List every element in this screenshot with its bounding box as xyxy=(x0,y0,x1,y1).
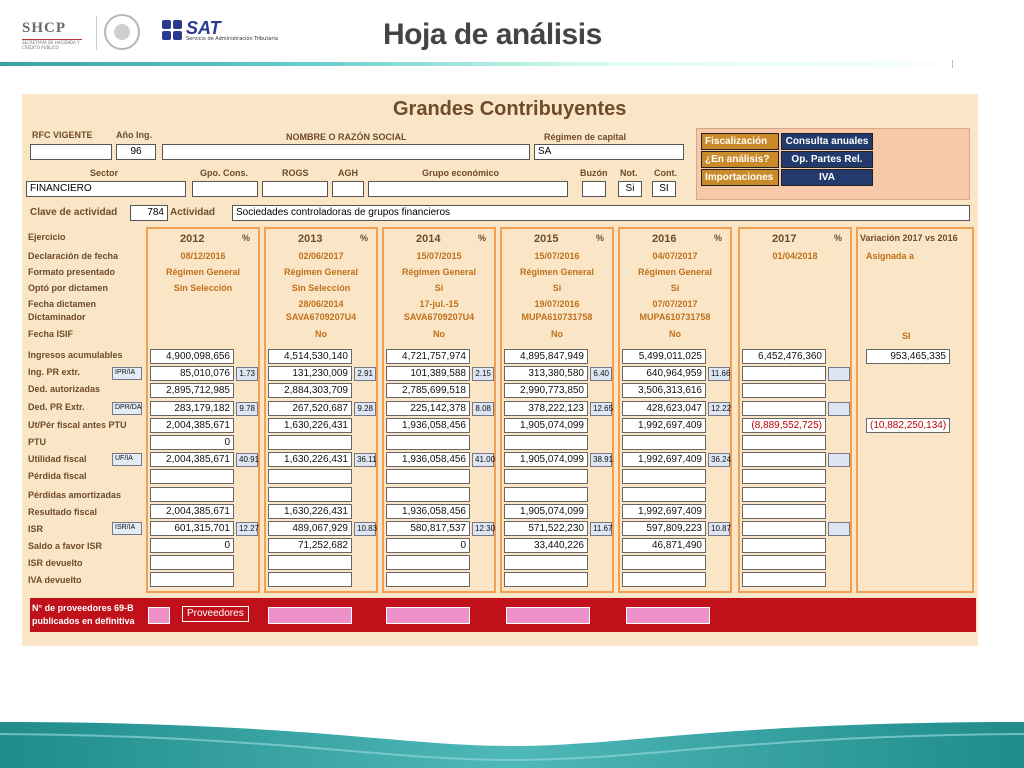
page-footer xyxy=(0,716,1024,768)
buzon-field[interactable] xyxy=(582,181,606,197)
opto-value: Sin Selección xyxy=(173,283,233,293)
gpo-cons-label: Gpo. Cons. xyxy=(200,168,248,178)
row-label-isr_dev: ISR devuelto xyxy=(28,558,83,568)
iva-button[interactable]: IVA xyxy=(781,169,873,186)
utilidad-pct: 40.91 xyxy=(236,453,258,467)
declaracion-value: 08/12/2016 xyxy=(180,251,226,261)
ded_aut-cell[interactable]: 3,506,313,616 xyxy=(622,383,706,398)
resultado-cell[interactable]: 2,004,385,671 xyxy=(150,504,234,519)
saldo-cell[interactable]: 71,252,682 xyxy=(268,538,352,553)
variation-asignada: Asignada a xyxy=(866,251,915,261)
shcp-logo xyxy=(22,20,92,50)
opto-value: Si xyxy=(434,283,444,293)
year-column-2012 xyxy=(115,227,260,593)
sector-field[interactable]: FINANCIERO xyxy=(26,181,186,197)
perdida-cell[interactable] xyxy=(386,469,470,484)
percent-header: % xyxy=(360,233,369,243)
ing_pr-pct: 2.91 xyxy=(354,367,376,381)
agh-label: AGH xyxy=(338,168,358,178)
perdida-cell[interactable] xyxy=(622,469,706,484)
percent-header: % xyxy=(714,233,723,243)
ptu-cell[interactable]: 0 xyxy=(150,435,234,450)
buzon-label: Buzón xyxy=(580,168,608,178)
national-seal-icon xyxy=(104,14,140,50)
row-label-ing_pr: Ing. PR extr. xyxy=(28,367,81,377)
ing_pr-pct: 11.66 xyxy=(708,367,730,381)
cont-field[interactable]: SI xyxy=(652,181,676,197)
grupo-field[interactable] xyxy=(368,181,568,197)
declaracion-value: 01/04/2018 xyxy=(772,251,818,261)
isr-pct: 11.67 xyxy=(590,522,612,536)
isr-pct xyxy=(828,522,850,536)
ptu-cell[interactable] xyxy=(386,435,470,450)
regimen-field[interactable]: SA xyxy=(534,144,684,160)
ut_per-cell[interactable]: (8,889,552,725) xyxy=(742,418,826,433)
percent-header: % xyxy=(596,233,605,243)
perdidas_am-cell[interactable] xyxy=(386,487,470,502)
percent-header: % xyxy=(242,233,251,243)
variation-ut-per: (10,882,250,134) xyxy=(866,418,950,433)
iva_dev-cell[interactable] xyxy=(386,572,470,587)
sat-mark-icon xyxy=(162,20,182,40)
sector-label: Sector xyxy=(90,168,119,178)
resultado-cell[interactable]: 1,992,697,409 xyxy=(622,504,706,519)
ut_per-cell[interactable]: 2,004,385,671 xyxy=(150,418,234,433)
row-label-ded_aut: Ded. autorizadas xyxy=(28,384,101,394)
cont-label: Cont. xyxy=(654,168,677,178)
ing_pr-pct: 1.73 xyxy=(236,367,258,381)
ded_aut-cell[interactable]: 2,884,303,709 xyxy=(268,383,352,398)
ing_pr-cell[interactable]: 85,010,076 xyxy=(150,366,234,381)
perdida-cell[interactable] xyxy=(504,469,588,484)
utilidad-cell[interactable] xyxy=(742,452,826,467)
actions-panel xyxy=(696,128,970,200)
year-header: 2015 xyxy=(534,233,559,245)
ded_pr-pct: 8.08 xyxy=(472,402,494,416)
consulta-anuales-button[interactable]: Consulta anuales xyxy=(781,133,873,150)
row-label-iva_dev: IVA devuelto xyxy=(28,575,82,585)
proveedores-2015-field[interactable] xyxy=(506,607,590,624)
declaracion-value: 15/07/2016 xyxy=(534,251,580,261)
utilidad-pct xyxy=(828,453,850,467)
formato-value: Régimen General xyxy=(401,267,477,277)
row-label-ptu: PTU xyxy=(28,437,46,447)
partes-rel-button[interactable]: Op. Partes Rel. xyxy=(781,151,873,168)
ded_pr-cell[interactable]: 283,179,182 xyxy=(150,401,234,416)
proveedores-2013-field[interactable] xyxy=(268,607,352,624)
proveedores-2014-field[interactable] xyxy=(386,607,470,624)
fecha_dict-value: 28/06/2014 xyxy=(298,299,344,309)
year-column-2015 xyxy=(500,227,614,593)
row-label-saldo: Saldo a favor ISR xyxy=(28,541,103,551)
isr-pct: 12.27 xyxy=(236,522,258,536)
year-column-2013 xyxy=(264,227,378,593)
rfc-label: RFC VIGENTE xyxy=(32,130,93,140)
saldo-cell[interactable] xyxy=(742,538,826,553)
row-label-resultado: Resultado fiscal xyxy=(28,507,98,517)
ded_pr-cell[interactable]: 225,142,378 xyxy=(386,401,470,416)
resultado-cell[interactable] xyxy=(742,504,826,519)
gpo-cons-field[interactable] xyxy=(192,181,258,197)
utilidad-cell[interactable]: 2,004,385,671 xyxy=(150,452,234,467)
perdidas_am-cell[interactable] xyxy=(622,487,706,502)
ingresos-cell[interactable]: 4,514,530,140 xyxy=(268,349,352,364)
row-label-dictaminador: Dictaminador xyxy=(28,312,86,322)
rogs-field[interactable] xyxy=(262,181,328,197)
declaracion-value: 15/07/2015 xyxy=(416,251,462,261)
isr_dev-cell[interactable] xyxy=(150,555,234,570)
resultado-cell[interactable]: 1,936,058,456 xyxy=(386,504,470,519)
ing_pr-cell[interactable]: 131,230,009 xyxy=(268,366,352,381)
formato-value: Régimen General xyxy=(283,267,359,277)
dictaminador-value: MUPA610731758 xyxy=(521,312,593,322)
nombre-label: NOMBRE O RAZÓN SOCIAL xyxy=(286,132,407,142)
ded_aut-cell[interactable]: 2,785,699,518 xyxy=(386,383,470,398)
declaracion-value: 02/06/2017 xyxy=(298,251,344,261)
ded_pr-pct: 12.65 xyxy=(590,402,612,416)
perdida-cell[interactable] xyxy=(268,469,352,484)
saldo-cell[interactable]: 33,440,226 xyxy=(504,538,588,553)
proveedores-text: N° de proveedores 69-B publicados en definitiva xyxy=(32,603,135,626)
row-label-formato: Formato presentado xyxy=(28,267,116,277)
ing_pr-pct: 6.40 xyxy=(590,367,612,381)
ut_per-cell[interactable]: 1,992,697,409 xyxy=(622,418,706,433)
nombre-field[interactable] xyxy=(162,144,530,160)
ded_pr-cell[interactable]: 267,520,687 xyxy=(268,401,352,416)
isif-value: No xyxy=(433,329,445,339)
en-analisis-button[interactable]: ¿En análisis? xyxy=(701,151,779,168)
isif-value: No xyxy=(315,329,327,339)
proveedores-button[interactable]: Proveedores xyxy=(182,606,249,622)
uf-tag: UF/IA xyxy=(112,453,142,466)
proveedores-count-field[interactable] xyxy=(148,607,170,624)
utilidad-cell[interactable]: 1,992,697,409 xyxy=(622,452,706,467)
ded_aut-cell[interactable] xyxy=(742,383,826,398)
perdidas_am-cell[interactable] xyxy=(150,487,234,502)
actividad-label: Actividad xyxy=(170,207,216,218)
ded_aut-cell[interactable]: 2,990,773,850 xyxy=(504,383,588,398)
isr-tag: ISR/IA xyxy=(112,522,142,535)
ptu-cell[interactable] xyxy=(742,435,826,450)
actividad-field[interactable]: Sociedades controladoras de grupos financieros xyxy=(232,205,970,221)
fecha_dict-value: 17-jul.-15 xyxy=(419,299,459,309)
fiscalizacion-button[interactable]: Fiscalización xyxy=(701,133,779,150)
ptu-cell[interactable] xyxy=(268,435,352,450)
isr-cell[interactable] xyxy=(742,521,826,536)
perdida-cell[interactable] xyxy=(742,469,826,484)
resultado-cell[interactable]: 1,630,226,431 xyxy=(268,504,352,519)
row-label-fecha_dict: Fecha dictamen xyxy=(28,299,97,309)
ded_pr-pct: 9.78 xyxy=(236,402,258,416)
ipr-tag: IPR/IA xyxy=(112,367,142,380)
agh-field[interactable] xyxy=(332,181,364,197)
formato-value: Régimen General xyxy=(637,267,713,277)
opto-value: Si xyxy=(670,283,680,293)
utilidad-pct: 36.24 xyxy=(708,453,730,467)
utilidad-cell[interactable]: 1,936,058,456 xyxy=(386,452,470,467)
year-header: 2012 xyxy=(180,233,205,245)
declaracion-value: 04/07/2017 xyxy=(652,251,698,261)
row-label-perdidas_am: Pérdidas amortizadas xyxy=(28,490,122,500)
saldo-cell[interactable]: 46,871,490 xyxy=(622,538,706,553)
header-divider xyxy=(0,62,1024,66)
clave-field[interactable]: 784 xyxy=(130,205,168,221)
opto-value: Si xyxy=(552,283,562,293)
sat-subtitle: Servicio de Administración Tributaria xyxy=(186,36,278,42)
utilidad-pct: 38.91 xyxy=(590,453,612,467)
row-label-opto: Optó por dictamen xyxy=(28,283,109,293)
anio-ing-field[interactable]: 96 xyxy=(116,144,156,160)
formato-value: Régimen General xyxy=(519,267,595,277)
ptu-cell[interactable] xyxy=(504,435,588,450)
analysis-form xyxy=(22,94,978,646)
year-column-2017 xyxy=(738,227,852,593)
iva_dev-cell[interactable] xyxy=(504,572,588,587)
variation-column xyxy=(856,227,974,593)
utilidad-pct: 41.00 xyxy=(472,453,494,467)
row-label-ded_pr: Ded. PR Extr. xyxy=(28,402,85,412)
importaciones-button[interactable]: Importaciones xyxy=(701,169,779,186)
shcp-title: SHCP xyxy=(22,20,67,36)
row-label-ejercicio: Ejercicio xyxy=(28,232,66,242)
row-label-isr: ISR xyxy=(28,524,44,534)
ut_per-cell[interactable]: 1,905,074,099 xyxy=(504,418,588,433)
ded_pr-cell[interactable]: 428,623,047 xyxy=(622,401,706,416)
perdidas_am-cell[interactable] xyxy=(268,487,352,502)
clave-label: Clave de actividad xyxy=(30,207,118,218)
ingresos-cell[interactable]: 4,721,757,974 xyxy=(386,349,470,364)
isr_dev-cell[interactable] xyxy=(504,555,588,570)
isr-cell[interactable]: 489,067,929 xyxy=(268,521,352,536)
year-column-2014 xyxy=(382,227,496,593)
isif-value: No xyxy=(551,329,563,339)
iva_dev-cell[interactable] xyxy=(150,572,234,587)
formato-value: Régimen General xyxy=(165,267,241,277)
isr-pct: 10.87 xyxy=(708,522,730,536)
opto-value: Sin Selección xyxy=(291,283,351,293)
ing_pr-cell[interactable]: 640,964,959 xyxy=(622,366,706,381)
isr-pct: 10.83 xyxy=(354,522,376,536)
shcp-subtitle: SECRETARÍA DE HACIENDA Y CRÉDITO PÚBLICO xyxy=(22,40,80,50)
perdidas_am-cell[interactable] xyxy=(504,487,588,502)
ded_pr-pct xyxy=(828,402,850,416)
fecha_dict-value: 07/07/2017 xyxy=(652,299,698,309)
isr_dev-cell[interactable] xyxy=(386,555,470,570)
ing_pr-cell[interactable] xyxy=(742,366,826,381)
row-label-ut_per: Ut/Pér fiscal antes PTU xyxy=(28,420,127,430)
variation-ingresos: 953,465,335 xyxy=(866,349,950,364)
isr-cell[interactable]: 597,809,223 xyxy=(622,521,706,536)
ded_pr-pct: 9.28 xyxy=(354,402,376,416)
ing_pr-cell[interactable]: 313,380,580 xyxy=(504,366,588,381)
variation-isif: SI xyxy=(902,331,911,341)
dictaminador-value: MUPA610731758 xyxy=(639,312,711,322)
ingresos-cell[interactable]: 5,499,011,025 xyxy=(622,349,706,364)
year-header: 2014 xyxy=(416,233,441,245)
page-title: Hoja de análisis xyxy=(383,18,602,51)
row-label-ingresos: Ingresos acumulables xyxy=(28,350,123,360)
anio-ing-label: Año Ing. xyxy=(116,130,152,140)
dictaminador-value: SAVA6709207U4 xyxy=(403,312,475,322)
ing_pr-pct xyxy=(828,367,850,381)
not-label: Not. xyxy=(620,168,638,178)
year-header: 2017 xyxy=(772,233,797,245)
year-column-2016 xyxy=(618,227,732,593)
iva_dev-cell[interactable] xyxy=(742,572,826,587)
perdida-cell[interactable] xyxy=(150,469,234,484)
row-label-isif: Fecha ISIF xyxy=(28,329,74,339)
ing_pr-pct: 2.15 xyxy=(472,367,494,381)
ingresos-cell[interactable]: 6,452,476,360 xyxy=(742,349,826,364)
utilidad-pct: 36.11 xyxy=(354,453,376,467)
percent-header: % xyxy=(834,233,843,243)
isr-cell[interactable]: 571,522,230 xyxy=(504,521,588,536)
isr-pct: 12.30 xyxy=(472,522,494,536)
rfc-field[interactable] xyxy=(30,144,112,160)
isr_dev-cell[interactable] xyxy=(268,555,352,570)
utilidad-cell[interactable]: 1,630,226,431 xyxy=(268,452,352,467)
dpr-tag: DPR/DA xyxy=(112,402,142,415)
year-header: 2016 xyxy=(652,233,677,245)
footer-wave xyxy=(0,716,1024,768)
row-label-utilidad: Utilidad fiscal xyxy=(28,454,87,464)
ptu-cell[interactable] xyxy=(622,435,706,450)
isr_dev-cell[interactable] xyxy=(742,555,826,570)
fecha_dict-value: 19/07/2016 xyxy=(534,299,580,309)
regimen-label: Régimen de capital xyxy=(544,132,627,142)
grupo-label: Grupo económico xyxy=(422,168,500,178)
ut_per-cell[interactable]: 1,936,058,456 xyxy=(386,418,470,433)
dictaminador-value: SAVA6709207U4 xyxy=(285,312,357,322)
year-header: 2013 xyxy=(298,233,323,245)
isr-cell[interactable]: 580,817,537 xyxy=(386,521,470,536)
resultado-cell[interactable]: 1,905,074,099 xyxy=(504,504,588,519)
isr-cell[interactable]: 601,315,701 xyxy=(150,521,234,536)
ingresos-cell[interactable]: 4,900,098,656 xyxy=(150,349,234,364)
isr_dev-cell[interactable] xyxy=(622,555,706,570)
proveedores-bar xyxy=(30,598,976,632)
saldo-cell[interactable]: 0 xyxy=(150,538,234,553)
proveedores-2016-field[interactable] xyxy=(626,607,710,624)
utilidad-cell[interactable]: 1,905,074,099 xyxy=(504,452,588,467)
sat-title: SAT xyxy=(186,18,221,38)
ut_per-cell[interactable]: 1,630,226,431 xyxy=(268,418,352,433)
form-title: Grandes Contribuyentes xyxy=(393,98,627,120)
percent-header: % xyxy=(478,233,487,243)
ded_aut-cell[interactable]: 2,895,712,985 xyxy=(150,383,234,398)
iva_dev-cell[interactable] xyxy=(622,572,706,587)
row-label-declaracion: Declaración de fecha xyxy=(28,251,119,261)
ingresos-cell[interactable]: 4,895,847,949 xyxy=(504,349,588,364)
not-field[interactable]: Si xyxy=(618,181,642,197)
ded_pr-cell[interactable]: 378,222,123 xyxy=(504,401,588,416)
isif-value: No xyxy=(669,329,681,339)
ded_pr-pct: 12.22 xyxy=(708,402,730,416)
variation-title: Variación 2017 vs 2016 xyxy=(860,233,958,243)
perdidas_am-cell[interactable] xyxy=(742,487,826,502)
ing_pr-cell[interactable]: 101,389,588 xyxy=(386,366,470,381)
saldo-cell[interactable]: 0 xyxy=(386,538,470,553)
ded_pr-cell[interactable] xyxy=(742,401,826,416)
iva_dev-cell[interactable] xyxy=(268,572,352,587)
row-label-perdida: Pérdida fiscal xyxy=(28,471,87,481)
rogs-label: ROGS xyxy=(282,168,309,178)
page-header xyxy=(0,0,1024,68)
